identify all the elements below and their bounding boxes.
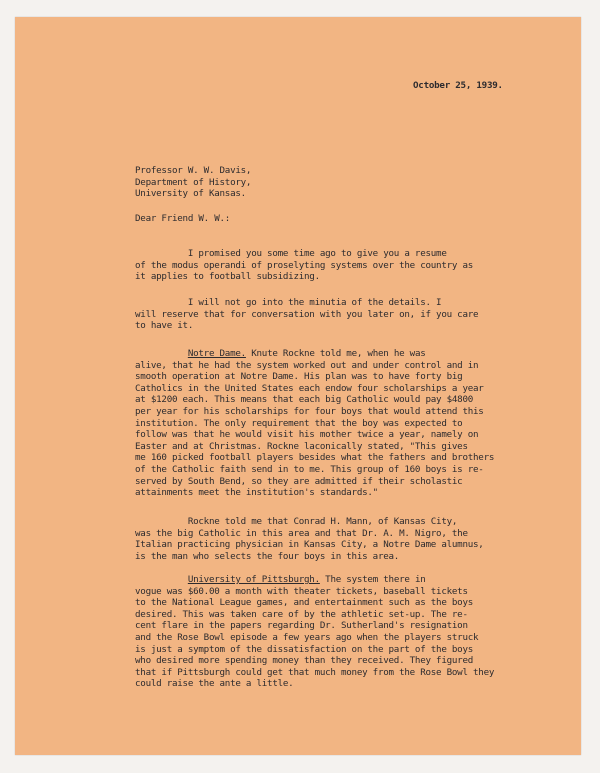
text-line: I promised you some time ago to give you a resume	[135, 248, 447, 259]
text-line	[135, 348, 494, 360]
text-line: to the National League games, and entertainment such as the boys	[135, 597, 474, 609]
section-heading-notre-dame: Notre Dame.	[187, 348, 246, 359]
text-line: cent flare in the papers regarding Dr. Sutherland's resignation	[135, 620, 468, 632]
text-line: Easter and at Christmas. Rockne laconically stated, "This gives	[135, 440, 468, 452]
text-line: Rockne told me that Conrad H. Mann, of Kansas City,	[135, 516, 458, 527]
address-line: Department of History,	[135, 176, 252, 188]
text-line: who desired more spending money than they received. They figured	[135, 655, 474, 667]
address-line: Professor W. W. Davis,	[135, 165, 252, 176]
text-line: attainments meet the institution's standards."	[135, 487, 378, 499]
text-line: of the modus operandi of proselyting systems over the country as	[135, 259, 474, 271]
text-line: smooth operation at Notre Dame. His plan was to have forty big	[135, 371, 463, 383]
text-line: will reserve that for conversation with you later on, if you care	[135, 308, 479, 320]
text-line: I will not go into the minutia of the details. I	[135, 297, 442, 308]
paragraph-notre-dame	[135, 348, 494, 499]
text-line: at $1200 each. This means that each big Catholic would pay $4800	[135, 394, 474, 406]
text-line: was the big Catholic in this area and that Dr. A. M. Nigro, the	[135, 527, 468, 539]
salutation: Dear Friend W. W.:	[135, 213, 231, 224]
text-line: vogue was $60.00 a month with theater tickets, baseball tickets	[135, 585, 468, 597]
text-line: of the Catholic faith send in to me. This group of 160 boys is re-	[135, 463, 484, 475]
text-line: per year for his scholarships for four boys that would attend this	[135, 405, 484, 417]
text-line: that if Pittsburgh could get that much money from the Rose Bowl they	[135, 666, 495, 678]
text-line: it applies to football subsidizing.	[135, 271, 320, 283]
text-line: follow was that he would visit his mother twice a year, namely on	[135, 429, 479, 441]
text-line: and the Rose Bowl episode a few years ago when the players struck	[135, 631, 479, 643]
text-line: is just a symptom of the dissatisfaction on the part of the boys	[135, 643, 474, 655]
text-line: alive, that he had the system worked out and under control and in	[135, 359, 479, 371]
text-line: Italian practicing physician in Kansas City, a Notre Dame alumnus,	[135, 539, 484, 551]
letter-date: October 25, 1939.	[413, 80, 503, 91]
paragraph-resume-intro	[135, 248, 473, 283]
indent	[135, 574, 188, 585]
text-line: institution. The only requirement that the boy was expected to	[135, 417, 463, 429]
text-line: to have it.	[135, 320, 194, 332]
text-line: is the man who selects the four boys in this area.	[135, 550, 400, 562]
text-line	[135, 574, 494, 586]
text-line: desired. This was taken care of by the athletic set-up. The re-	[135, 608, 468, 620]
text-line: served by South Bend, so they are admitted if their scholastic	[135, 475, 463, 487]
heading-continuation: Knute Rockne told me, when he was	[245, 348, 426, 359]
indent	[135, 348, 188, 359]
paragraph-pittsburgh	[135, 574, 494, 690]
address-line: University of Kansas.	[135, 188, 246, 200]
text-line: could raise the ante a little.	[135, 678, 294, 690]
heading-continuation: The system there in	[319, 574, 426, 585]
paragraph-kansas-city	[135, 516, 484, 562]
text-line: Catholics in the United States each endow four scholarships a year	[135, 382, 484, 394]
section-heading-pittsburgh: University of Pittsburgh.	[187, 574, 320, 585]
paragraph-details	[135, 297, 478, 332]
text-line: me 160 picked football players besides what the fathers and brothers	[135, 452, 495, 464]
letter-page	[15, 17, 581, 755]
recipient-address	[135, 165, 251, 200]
